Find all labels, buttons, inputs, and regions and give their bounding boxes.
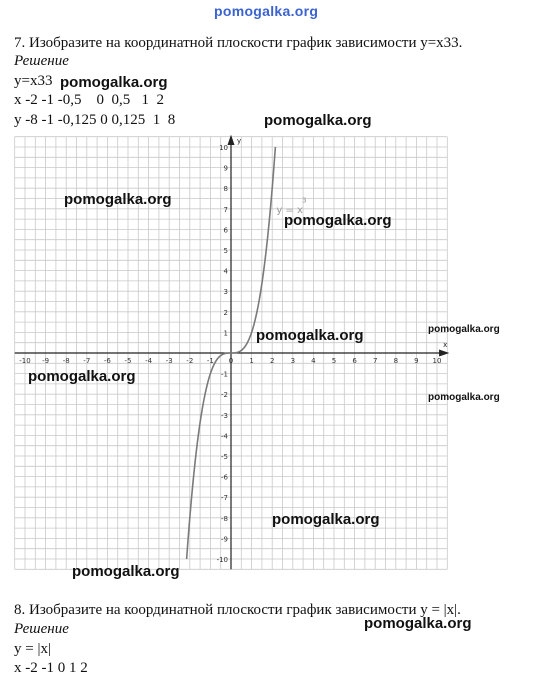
watermark: pomogalka.org xyxy=(284,212,392,229)
x-tick-label: 3 xyxy=(290,357,296,365)
watermark: pomogalka.org xyxy=(60,74,168,91)
x-tick-label: -8 xyxy=(62,357,70,365)
watermark: pomogalka.org xyxy=(272,511,380,528)
x-tick-label: -1 xyxy=(206,357,214,365)
watermark: pomogalka.org xyxy=(64,191,172,208)
y-axis-arrow xyxy=(228,135,235,145)
x-tick-label: -4 xyxy=(145,357,153,365)
y-tick-label: 8 xyxy=(223,185,228,194)
curve-label-exponent: 3 xyxy=(302,196,307,205)
x-tick-label: -6 xyxy=(103,357,111,365)
y-tick-label: -3 xyxy=(221,411,228,420)
y-tick-label: -4 xyxy=(221,432,228,441)
x-tick-label: -2 xyxy=(186,357,194,365)
x-axis-letter: x xyxy=(443,341,448,349)
y-tick-label: -7 xyxy=(221,494,228,503)
task7-title: 7. Изобразите на координатной плоскости график зависимости y=x33. xyxy=(14,35,463,51)
x-tick-label: 4 xyxy=(311,357,316,365)
curve-label: y = x xyxy=(276,204,303,216)
y-tick-label: 4 xyxy=(223,267,228,276)
watermark: pomogalka.org xyxy=(72,563,180,580)
y-tick-label: 5 xyxy=(223,247,228,255)
y-tick-label: -6 xyxy=(221,473,228,482)
task8-solution-label: Решение xyxy=(14,621,69,637)
y-tick-label: -8 xyxy=(221,514,228,523)
x-tick-label: 9 xyxy=(414,357,419,365)
x-tick-label: 5 xyxy=(331,357,337,365)
y-tick-label: -10 xyxy=(216,556,228,564)
task8-x-row: x -2 -1 0 1 2 xyxy=(14,660,88,676)
x-tick-label: -9 xyxy=(42,357,50,365)
x-tick-label: -7 xyxy=(83,357,91,365)
task7-solution-label: Решение xyxy=(14,53,69,69)
y-tick-label: -5 xyxy=(221,453,228,461)
task7-y-row: y -8 -1 -0,125 0 0,125 1 8 xyxy=(14,112,176,128)
x-tick-label: 1 xyxy=(249,357,254,365)
x-tick-label: -10 xyxy=(19,357,31,365)
site-banner: pomogalka.org xyxy=(214,3,319,19)
watermark: pomogalka.org xyxy=(428,324,500,335)
y-tick-label: 9 xyxy=(223,164,228,173)
y-tick-label: 6 xyxy=(223,226,228,235)
watermark: pomogalka.org xyxy=(264,112,372,129)
y-tick-label: -2 xyxy=(221,391,228,400)
y-tick-label: 7 xyxy=(223,205,228,214)
x-tick-label: -5 xyxy=(124,357,132,365)
x-tick-label: 8 xyxy=(393,357,399,365)
y-tick-label: 2 xyxy=(223,308,228,317)
y-tick-label: 10 xyxy=(219,144,228,152)
y-tick-label: -1 xyxy=(221,370,228,379)
task8-title: 8. Изобразите на координатной плоскости график зависимости y = |x|. xyxy=(14,602,461,618)
x-tick-label: 10 xyxy=(432,357,442,365)
task8-formula: y = |x| xyxy=(14,641,51,657)
x-axis-arrow xyxy=(439,350,449,357)
task7-formula: y=x33 xyxy=(14,73,53,89)
x-tick-label: 2 xyxy=(269,357,275,365)
watermark: pomogalka.org xyxy=(256,327,364,344)
x-tick-label: 0 xyxy=(228,357,234,365)
y-tick-label: 3 xyxy=(223,288,228,297)
y-axis-letter: y xyxy=(237,136,242,145)
watermark: pomogalka.org xyxy=(364,615,472,632)
x-tick-label: -3 xyxy=(165,357,173,365)
x-tick-label: 7 xyxy=(372,357,378,365)
y-tick-label: -9 xyxy=(221,535,228,544)
watermark: pomogalka.org xyxy=(428,392,500,403)
watermark: pomogalka.org xyxy=(28,368,136,385)
task7-x-row: x -2 -1 -0,5 0 0,5 1 2 xyxy=(14,92,164,108)
y-tick-label: 1 xyxy=(223,329,228,338)
x-tick-label: 6 xyxy=(352,357,357,365)
